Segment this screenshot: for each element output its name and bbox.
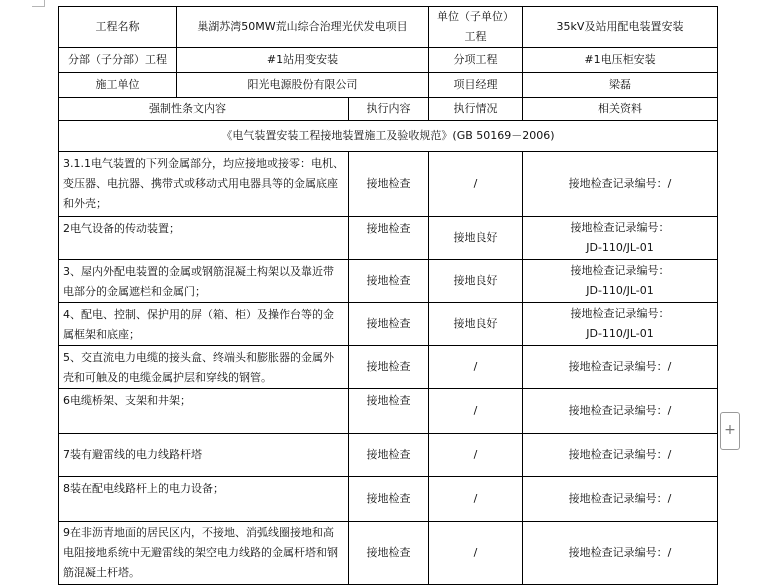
table-row xyxy=(59,303,718,346)
row-reference-line1: 接地检查记录编号：/ xyxy=(568,492,672,505)
row-exec: 接地检查 xyxy=(349,346,429,389)
manager-value: 梁磊 xyxy=(523,73,718,98)
row-reference-line1: 接地检查记录编号：/ xyxy=(568,546,672,559)
plus-icon: + xyxy=(724,422,736,438)
row-exec: 接地检查 xyxy=(349,477,429,522)
row-status: / xyxy=(429,152,523,217)
table-row xyxy=(59,389,718,434)
row-status: / xyxy=(429,522,523,585)
contractor-value: 阳光电源股份有限公司 xyxy=(177,73,429,98)
table-row xyxy=(59,346,718,389)
row-reference-line1: 接地检查记录编号：/ xyxy=(568,404,672,417)
table-row xyxy=(59,522,718,585)
row-exec: 接地检查 xyxy=(349,434,429,477)
row-reference xyxy=(523,152,718,217)
subdivision-value: #1站用变安装 xyxy=(177,48,429,73)
row-content: 6电缆桥架、支架和井架； xyxy=(59,389,349,434)
standard-title: 《电气装置安装工程接地装置施工及验收规范》(GB 50169－2006) xyxy=(59,121,718,152)
row-content: 4、配电、控制、保护用的屏（箱、柜）及操作台等的金属框架和底座； xyxy=(59,303,349,346)
row-content: 7装有避雷线的电力线路杆塔 xyxy=(59,434,349,477)
row-status: / xyxy=(429,477,523,522)
row-reference xyxy=(523,477,718,522)
row-reference-line1: 接地检查记录编号：/ xyxy=(568,448,672,461)
header-row-project xyxy=(59,7,718,48)
row-reference xyxy=(523,522,718,585)
column-header-content: 强制性条文内容 xyxy=(59,98,349,121)
manager-label: 项目经理 xyxy=(429,73,523,98)
row-content: 8装在配电线路杆上的电力设备； xyxy=(59,477,349,522)
row-reference-line1: 接地检查记录编号： xyxy=(570,307,670,320)
row-content: 9在非沥青地面的居民区内，不接地、消弧线圈接地和高电阻接地系统中无避雷线的架空电力线路的金属杆塔和钢筋混凝土杆塔。 xyxy=(59,522,349,585)
row-exec: 接地检查 xyxy=(349,522,429,585)
project-label: 工程名称 xyxy=(59,7,177,48)
row-exec: 接地检查 xyxy=(349,303,429,346)
header-row-contractor xyxy=(59,73,718,98)
row-status: 接地良好 xyxy=(429,303,523,346)
row-exec: 接地检查 xyxy=(349,260,429,303)
unit-label: 单位（子单位）工程 xyxy=(429,7,523,48)
row-content: 5、交直流电力电缆的接头盒、终端头和膨胀器的金属外壳和可触及的电缆金属护层和穿线的钢管。 xyxy=(59,346,349,389)
row-reference-line1: 接地检查记录编号：/ xyxy=(568,177,672,190)
row-exec: 接地检查 xyxy=(349,389,429,434)
side-expand-button[interactable] xyxy=(720,412,740,450)
row-reference-line2: JD-110/JL-01 xyxy=(586,241,654,254)
row-reference xyxy=(523,434,718,477)
row-status: 接地良好 xyxy=(429,260,523,303)
row-content: 3、屋内外配电装置的金属或钢筋混凝土构架以及靠近带电部分的金属遮栏和金属门； xyxy=(59,260,349,303)
header-row-subdivision xyxy=(59,48,718,73)
row-status: / xyxy=(429,389,523,434)
row-status: / xyxy=(429,434,523,477)
page-corner-mark xyxy=(32,0,45,7)
row-reference-line1: 接地检查记录编号： xyxy=(570,264,670,277)
row-reference xyxy=(523,260,718,303)
item-value: #1电压柜安装 xyxy=(523,48,718,73)
row-reference xyxy=(523,217,718,260)
row-reference-line2: JD-110/JL-01 xyxy=(586,284,654,297)
item-label: 分项工程 xyxy=(429,48,523,73)
column-header-row xyxy=(59,98,718,121)
row-exec: 接地检查 xyxy=(349,217,429,260)
standard-title-row xyxy=(59,121,718,152)
table-row xyxy=(59,217,718,260)
inspection-form-table xyxy=(58,6,718,585)
row-reference-line1: 接地检查记录编号：/ xyxy=(568,360,672,373)
column-header-exec-status: 执行情况 xyxy=(429,98,523,121)
column-header-exec-content: 执行内容 xyxy=(349,98,429,121)
row-reference xyxy=(523,346,718,389)
table-row xyxy=(59,260,718,303)
column-header-materials: 相关资料 xyxy=(523,98,718,121)
unit-value: 35kV及站用配电装置安装 xyxy=(523,7,718,48)
row-reference-line2: JD-110/JL-01 xyxy=(586,327,654,340)
row-reference xyxy=(523,389,718,434)
table-row xyxy=(59,152,718,217)
row-status: 接地良好 xyxy=(429,217,523,260)
row-reference-line1: 接地检查记录编号： xyxy=(570,221,670,234)
row-content: 2电气设备的传动装置； xyxy=(59,217,349,260)
row-status: / xyxy=(429,346,523,389)
row-reference xyxy=(523,303,718,346)
row-content: 3.1.1电气装置的下列金属部分，均应接地或接零：电机、变压器、电抗器、携带式或移动式用电器具等的金属底座和外壳； xyxy=(59,152,349,217)
contractor-label: 施工单位 xyxy=(59,73,177,98)
table-row xyxy=(59,434,718,477)
subdivision-label: 分部（子分部）工程 xyxy=(59,48,177,73)
table-row xyxy=(59,477,718,522)
row-exec: 接地检查 xyxy=(349,152,429,217)
project-value: 巢湖苏湾50MW荒山综合治理光伏发电项目 xyxy=(177,7,429,48)
